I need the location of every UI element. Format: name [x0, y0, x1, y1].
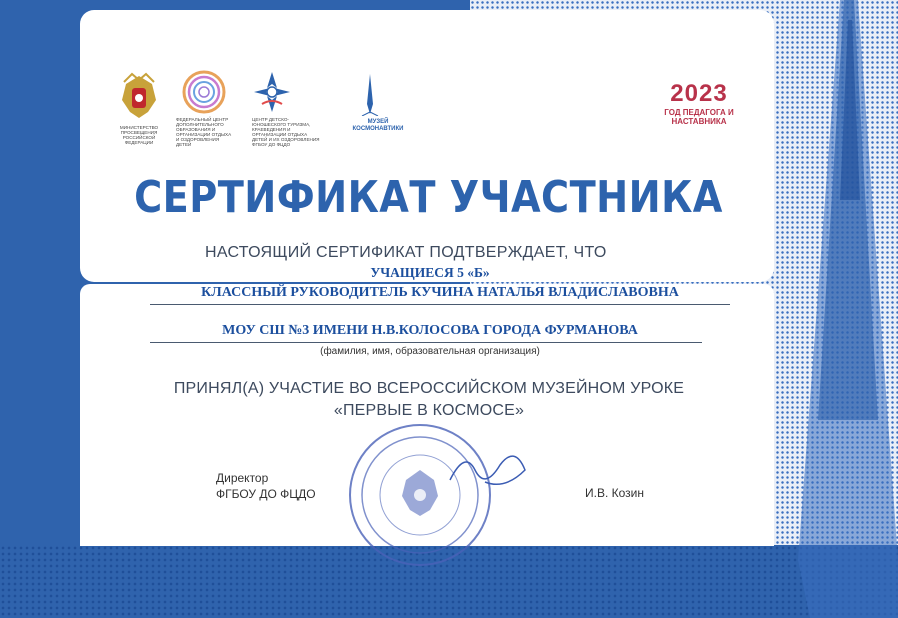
- tourism-center-logo-icon: [252, 70, 292, 114]
- museum-rocket-icon: [358, 74, 382, 116]
- ministry-caption: МИНИСТЕРСТВО ПРОСВЕЩЕНИЯ РОССИЙСКОЙ ФЕДЕРАЦИИ: [119, 125, 159, 145]
- participant-underline: [150, 304, 730, 305]
- federal-center-logo-icon: [182, 70, 226, 114]
- director-line-2: ФГБОУ ДО ФЦДО: [216, 487, 316, 501]
- museum-caption-line1: МУЗЕЙ: [367, 119, 389, 125]
- museum-caption-line2: КОСМОНАВТИКИ: [352, 126, 404, 132]
- school-underline: [150, 342, 702, 343]
- participant-line-1: УЧАЩИЕСЯ 5 «Б»: [370, 265, 490, 280]
- lesson-name: «ПЕРВЫЕ В КОСМОСЕ»: [333, 402, 525, 419]
- participation-line-1: ПРИНЯЛ(А) УЧАСТИЕ ВО ВСЕРОССИЙСКОМ МУЗЕЙНОМ УРОКЕ: [173, 380, 685, 397]
- confirm-text: НАСТОЯЩИЙ СЕРТИФИКАТ ПОДТВЕРЖДАЕТ, ЧТО: [205, 244, 607, 261]
- signer-name: И.В. Козин: [585, 486, 644, 500]
- tourism-center-caption: ЦЕНТР ДЕТСКО-ЮНОШЕСКОГО ТУРИЗМА, КРАЕВЕДЕНИЯ И ОРГАНИЗАЦИИ ОТДЫХА ДЕТЕЙ И ИХ ОЗДОРОВЛЕНИЯ ФГБОУ ДО ФЦДО: [252, 117, 320, 147]
- year-text: ГОД ПЕДАГОГА И НАСТАВНИКА: [664, 108, 734, 126]
- federal-center-caption: ФЕДЕРАЛЬНЫЙ ЦЕНТР ДОПОЛНИТЕЛЬНОГО ОБРАЗОВАНИЯ И ОРГАНИЗАЦИИ ОТДЫХА И ОЗДОРОВЛЕНИЯ ДЕТЕЙ: [176, 117, 232, 147]
- school-name: МОУ СШ №3 ИМЕНИ Н.В.КОЛОСОВА ГОРОДА ФУРМАНОВА: [222, 323, 638, 338]
- director-signature: [445, 440, 535, 500]
- participant-line-2: КЛАССНЫЙ РУКОВОДИТЕЛЬ КУЧИНА НАТАЛЬЯ ВЛАДИСЛАВОВНА: [201, 285, 679, 300]
- director-title: [216, 470, 316, 502]
- participation-statement: [0, 378, 858, 422]
- director-line-1: Директор: [216, 471, 269, 485]
- field-hint: (фамилия, имя, образовательная организация): [320, 346, 540, 357]
- ministry-emblem-icon: [114, 72, 164, 124]
- year-of-teacher-logo: [664, 82, 734, 126]
- year-number: 2023: [670, 80, 728, 107]
- certificate-title: СЕРТИФИКАТ УЧАСТНИКА: [134, 172, 723, 223]
